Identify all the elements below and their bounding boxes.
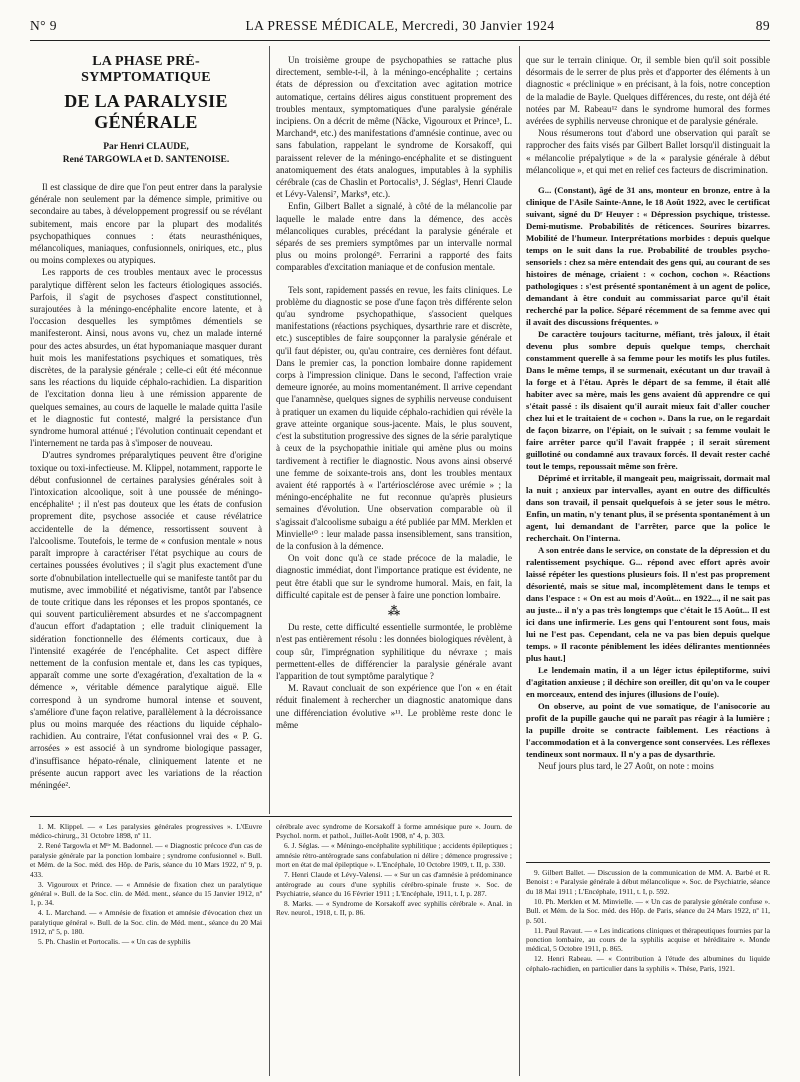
footnote: 3. Vigouroux et Prince. — « Amnésie de fixation chez un paralytique général ». Bull. de la Soc. clin. de Méd. ment., séance du 15 Janvier 1912, nº 1, p. 34. (30, 879, 262, 908)
observation-paragraph: G... (Constant), âgé de 31 ans, monteur en bronze, entre à la clinique de l'Asile Sainte-Anne, le 18 Août 1922, avec le certificat suivant, signé du Dʳ Heuyer : « Dépression psychique, tristesse. Demi-mutisme. Probabilités de réticences. Sourires bizarres. Mobilité de l'humeur. Interprétations morbides : depuis quelque temps on le suit dans la rue. Probabilité de troubles psycho-sensoriels : chez sa mère entendait des gens qui, au courant de ses histoires de ménage, criaient : « cochon, cochon ». Réactions pathologiques : s'est présenté spontanément à un agent de police, demandant à être conduit au commissariat parce qu'il était recherché par la police. Séparé récemment de sa femme avec qui il avait des discussions fréquentes. » (526, 185, 770, 328)
column-divider-2 (519, 46, 520, 1076)
observation-paragraph: Déprimé et irritable, il mangeait peu, maigrissait, dormait mal la nuit ; anxieux par intervalles, ayant en outre des difficultés dans son travail, il pensait quelquefois à se jeter sous le métro. Enfin, un matin, n'y tenant plus, il se présenta spontanément à un agent, lui demandant de l'arrêter, parce que la police le recherchait. On l'interna. (526, 473, 770, 544)
page-number: 89 (755, 18, 770, 33)
footnotes-column-3 (526, 868, 770, 1076)
footnote-rule-right (526, 862, 770, 863)
paragraph: Tels sont, rapidement passés en revue, les faits cliniques. Le problème du diagnostic se pose d'une façon très différente selon qu'au syndrome psychopathique, s'associent quelques manifestations (réactions psychiques, dysarthrie rare et discrète, etc.) susceptibles de faire soupçonner la paralysie générale et qu'il faut dépister, ou, qu'au contraire, ces dernières font défaut. Dans le premier cas, la ponction lombaire donne rapidement corps à l'impression clinique. Dans le second, l'affection vraie demeure ignorée, au moins momentanément. Il arrive cependant que l'anamnèse, quelques signes de syphilis nerveuse conduisent à pratiquer un examen du liquide céphalo-rachidien qui révèle la grave atteinte organique sous-jacente. Mais, le plus souvent, c'est la substitution progressive des signes de la série paralytique à ceux de la psychopathie initiale qui amène plus ou moins tardivement à rectifier le diagnostic. Nous avons ainsi observé une femme de soixante-trois ans, dont les troubles mentaux avaient été rapportés à « l'artériosclérose avec urémie » ; la méningo-encéphalite ne fut reconnue qu'après plusieurs semaines d'évolution. Une observation comparable où il s'agissait d'alcoolisme subaigu a été publiée par MM. Merklen et Minvielle¹⁰ : leur malade passa insensiblement, sans transition, de la confusion à la démence. (276, 284, 512, 551)
section-separator: ⁂ (387, 603, 401, 618)
footnote: 10. Ph. Merklen et M. Minvielle. — « Un cas de paralysie générale confuse ». Bull. et Mém. de la Soc. méd. des Hôp. de Paris, séance du 24 Mars 1922, nº 11, p. 501. (526, 896, 770, 925)
footnote: 11. Paul Ravaut. — « Les indications cliniques et thérapeutiques fournies par la ponction lombaire, au cours de la syphilis acquise et héréditaire ». Monde médical, 5 Octobre 1911, p. 865. (526, 925, 770, 954)
paragraph: Enfin, Gilbert Ballet a signalé, à côté de la mélancolie par laquelle le malade entre dans la démence, des accès mélancoliques curables, précédant la paralysie générale et séparés de ses premiers symptômes par un intervalle normal plus ou moins prolongé⁹. Ferrarini a rapporté des faits comparables d'excitation maniaque et de confusion mentale. (276, 201, 512, 273)
paragraph: Du reste, cette difficulté essentielle surmontée, le problème n'est pas entièrement résolu : les données biologiques révèlent, à coup sûr, l'imprégnation syphilitique du névraxe ; mais permettent-elles de différencier la paralysie générale avant l'apparition de tout symptôme paralytique ? (276, 622, 512, 681)
paragraph: Un troisième groupe de psychopathies se rattache plus directement, semble-t-il, à la méningo-encéphalite ; certains états de dépression ou d'excitation avec agitation motrice automatique, certains délires aigus constituent proprement des troubles mentaux, symptomatiques d'une paralysie générale incipiens. On a décrit de même (Näcke, Vigouroux et Prince³, L. Marchand⁴, etc.) des manifestations d'amnésie continue, avec ou sans fabulation, rappelant le syndrome de Korsakoff, qui paraissent relever de la méningo-encéphalite et se distinguent anatomiquement des états analogues, imputables à la syphilis cérébrale (cas de Chaslin et Portocalis⁵, J. Séglas⁶, Henri Claude et Lévy-Valensi⁷, Marks⁸, etc.). (276, 55, 512, 200)
footnote: 6. J. Séglas. — « Méningo-encéphalite syphilitique ; accidents épileptiques ; amnésie rétro-antérograde sans confabulation ni délire ; démence progressive ; mort en état de mal épileptique ». L'Encéphale, 10 Octobre 1909, t. II, p. 330. (276, 841, 512, 870)
author-line-2: René TARGOWLA et D. SANTENOISE. (62, 155, 230, 165)
column-1 (30, 54, 262, 812)
footnote: 2. René Targowla et Mˡˡᵉ M. Badonnel. — « Diagnostic précoce d'un cas de paralysie générale par la ponction lombaire ; syndrome confusionnel ». Bull. et Mém. de la Soc. méd. des Hôp. de Paris, séance du 10 Mars 1922, nº 9, p. 433. (30, 841, 262, 879)
running-header (30, 18, 770, 36)
header-rule (30, 40, 770, 41)
footnotes-column-2 (276, 822, 512, 1076)
footnote: cérébrale avec syndrome de Korsakoff à forme amnésique pure ». Journ. de Psychol. norm. et pathol., Juillet-Août 1908, nº 4, p. 303. (276, 822, 512, 841)
paragraph: Nous résumerons tout d'abord une observation qui paraît se rapprocher des faits visés par Gilbert Ballet lorsqu'il distinguait la « mélancolie prépalytique » de la « paralysie générale à début mélancolique », et qui met en relief ces facteurs de discrimination. (526, 128, 770, 175)
column-3 (526, 54, 770, 856)
footnote: 4. L. Marchand. — « Amnésie de fixation et amnésie d'évocation chez un paralytique général ». Bull. de la Soc. clin. de Méd. ment., séance du 20 Mai 1912, nº 5, p. 180. (30, 908, 262, 937)
footnote: 9. Gilbert Ballet. — Discussion de la communication de MM. A. Barbé et R. Benoist : « Paralysie générale à début mélancolique ». Soc. de Psychiatrie, séance du 18 Mai 1911 ; L'Encéphale, 1911, t. I, p. 592. (526, 868, 770, 896)
footnote: 8. Marks. — « Syndrome de Korsakoff avec syphilis cérébrale ». Anal. in Rev. neurol., 1918, t. II, p. 86. (276, 899, 512, 918)
footnote-rule-left (30, 816, 512, 817)
footnote-divider-1 (269, 820, 270, 1076)
issue-number: N° 9 (30, 18, 57, 33)
case-observation (526, 184, 770, 760)
paragraph: D'autres syndromes préparalytiques peuvent être d'origine toxique ou toxi-infectieuse. M. Klippel, notamment, rapporte le début confusionnel de certaines paralysies générales soit à l'intoxication alcoolique, soit à une poussée de méningo-encéphalite¹ ; il n'est pas douteux que les états de confusion proprement dite, psychose associée et cause révélatrice accidentelle de la démence, ressortissent souvent à l'alcoolisme. Toutefois, le terme de « confusion mentale » nous paraît impropre à caractériser l'état psychique au cours de certaines poussées évolutives ; il s'agit plus exactement d'une sorte d'obnubilation intellectuelle qui se manifeste tantôt par du mutisme, avec immobilité et négativisme, tantôt par l'absence de toute critique dans les réponses et les propos spontanés, ce qui souvent particulièrement absurdes et ne s'accompagnent d'aucun effort d'adaptation ; elle traduit cliniquement la sidération fonctionnelle des éléments corticaux, due à l'intensité exagérée de l'encéphalite. Cet aspect diffère nettement de la confusion mentale et, dans les cas typiques, apparaît comme une sorte d'exagération, d'exaltation de la « démence », véritable démence paralytique aiguë. Elle correspond à un syndrome humoral intense et souvent, s'améliore d'une façon relative, parallèlement à la décroissance plus ou moins marquée des réactions du liquide céphalo-rachidien. Au contraire, l'état confusionnel vrai des « P. G. arrosées » est associé à un syndrome biologique passager, d'insuffisance hépato-rénale, cliniquement latente et ne présente aucun rapport avec les variations de la réaction méningée². (30, 450, 262, 790)
paragraph: M. Ravaut concluait de son expérience que l'on « en était réduit finalement à rechercher un diagnostic anatomique dans une différenciation évolutive »¹¹. Le problème reste donc le même (276, 683, 512, 730)
paragraph: que sur le terrain clinique. Or, il semble bien qu'il soit possible désormais de le serrer de plus près et d'apporter des éléments à un diagnostic « préclinique » en précisant, à la fois, notre conception de la maladie de Bayle. Quelques différences, du reste, ont déjà été notées par M. Rabeau¹² dans le syndrome humoral des formes avérées de syphilis nerveuse chronique et de paralysie générale. (526, 55, 770, 127)
paragraph: Il est classique de dire que l'on peut entrer dans la paralysie générale non seulement par la démence simple, primitive ou secondaire au tabes, à développement progressif ou se révélant subitement, mais encore par la plupart des modalités psychopathiques connues : états neurasthéniques, mélancoliques, maniaques, confusionnels, oniriques, etc., plus ou moins complexes ou atypiques. (30, 182, 262, 266)
observation-paragraph: Le lendemain matin, il a un léger ictus épileptiforme, suivi d'agitation anxieuse ; il déchire son oreiller, dit qu'on va le couper en morceaux, entend des injures (illusions de l'ouïe). (526, 665, 770, 700)
author-line-1: Par Henri CLAUDE, (103, 142, 189, 152)
paragraph: Les rapports de ces troubles mentaux avec le processus paralytique diffèrent selon les facteurs étiologiques associés. Parfois, il s'agit de psychoses d'aspect constitutionnel, surajoutées à la méningo-encéphalite encore latente, et à l'occasion desquelles les symptômes démentiels se manifesteront. Ainsi, nous avons vu, chez un malade interné pour des actes absurdes, un état hypomaniaque masquer durant huit mois les manifestations psychiques et somatiques, très discrètes, de la paralysie générale ; celle-ci eût été méconnue sans les réactions du liquide céphalo-rachidien. La disparition de l'excitation donna lieu à une rémission apparente de quelques semaines, au cours de laquelle le malade quitta l'asile et le diagnostic fut contesté, malgré la persistance d'un syndrome humoral atténué ; l'évolution continuait cependant et l'internement ne tarda pas à s'imposer de nouveau. (30, 267, 262, 449)
column-divider-1 (269, 46, 270, 814)
footnote: 5. Ph. Chaslin et Portocalis. — « Un cas de syphilis (38, 937, 191, 947)
journal-title: LA PRESSE MÉDICALE, Mercredi, 30 Janvier 1924 (245, 18, 555, 33)
footnotes-column-1 (30, 822, 262, 1076)
paragraph: Neuf jours plus tard, le 27 Août, on note : moins (538, 761, 714, 772)
footnote: 1. M. Klippel. — « Les paralysies générales progressives ». L'Œuvre médico-chirurg., 31 Octobre 1898, nº 11. (30, 822, 262, 841)
footnote: 7. Henri Claude et Lévy-Valensi. — « Sur un cas d'amnésie à prédominance antérograde au cours d'une syphilis cérébro-spinale fruste ». Soc. de Psychiatrie, séance du 16 Février 1911 ; L'Encéphale, 1911, t. I, p. 287. (276, 870, 512, 899)
observation-paragraph: On observe, au point de vue somatique, de l'anisocorie au profit de la pupille gauche qui ne paraît pas réagir à la lumière ; la pupille droite se contracte faiblement. Les réactions à l'accommodation et à la convergence sont conservées. Les réflexes tendineux sont normaux. Il n'y a pas de dysarthrie. (526, 701, 770, 760)
paragraph: On voit donc qu'à ce stade précoce de la maladie, le diagnostic immédiat, dont l'importance pratique est évidente, ne peut être établi que sur le syndrome humoral. Mais, en fait, la difficulté capitale est de penser à faire une ponction lombaire. (276, 553, 512, 600)
article-title-line-2: DE LA PARALYSIE GÉNÉRALE (64, 91, 228, 132)
observation-paragraph: A son entrée dans le service, on constate de la dépression et du ralentissement psychique. G... répond avec effort après avoir laissé répéter les questions plusieurs fois. Il n'est pas proprement désorienté, mais se situe mal, incomplètement dans le temps et dans l'espace : « On est au mois d'Août... en 1922..., il ne sait pas au juste... il n'y a pas très longtemps que c'était le 15 Août... Il est ici dans une infirmerie. Les gens qui l'entourent sont fous, mais lui ne l'est pas. Cependant, cela ne va pas bien depuis quelque temps. » Il raconte péniblement les idées délirantes mentionnées plus haut.] (526, 545, 770, 664)
column-2 (276, 54, 512, 812)
footnote: 12. Henri Rabeau. — « Contribution à l'étude des albumines du liquide céphalo-rachidien, en particulier dans la syphilis ». Thèse, Paris, 1921. (526, 954, 770, 973)
observation-paragraph: De caractère toujours taciturne, méfiant, très jaloux, il était devenu plus sombre depuis quelque temps, cherchait constamment querelle à sa femme pour les motifs les plus futiles. Dans le même temps, il se surmenait, exécutant un dur travail à la forge et à l'étau. Après le départ de sa femme, il était allé habiter avec sa mère, mais les gens avaient dû apprendre ce qui s'était passé : ils disaient qu'il aurait mieux fait d'aller coucher chez lui et le traitaient de « cochon ». Dans la rue, on le regardait de façon bizarre, on l'épiait, on le suivait ; sa femme voulait le faire arrêter parce qu'il l'avait frappée ; il serait sûrement guillotiné ou condamné aux travaux forcés. Il devait rester caché tout le temps, repoussait même son frère. (526, 329, 770, 472)
article-title-line-1: LA PHASE PRÉ-SYMPTOMATIQUE (81, 54, 211, 85)
